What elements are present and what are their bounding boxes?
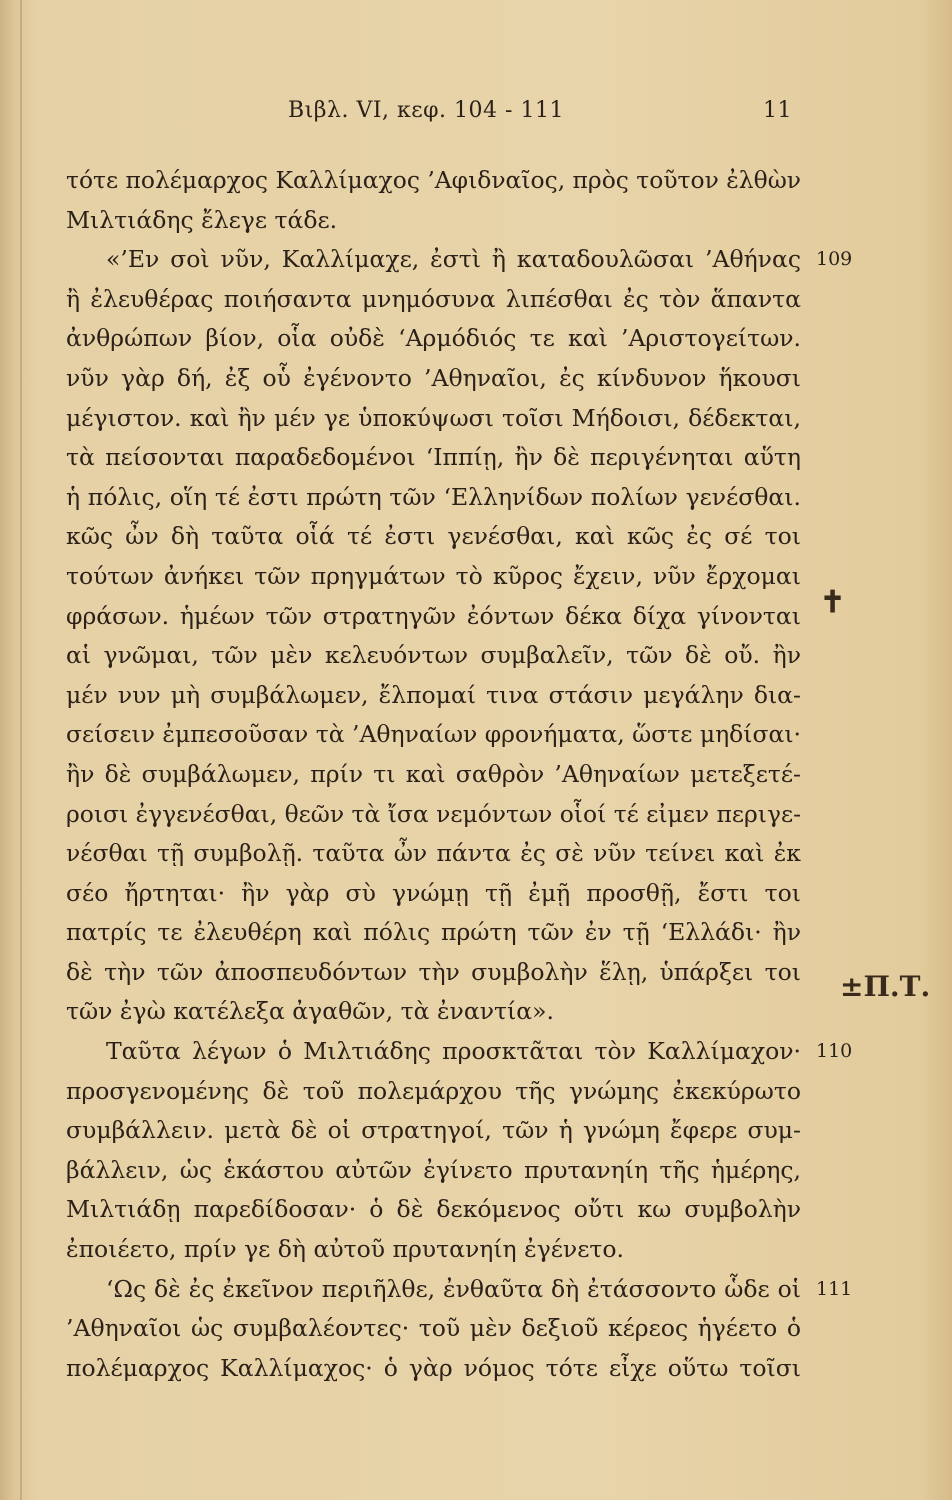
text-line-content: μέγιστον. καὶ ἢν μέν γε ὑποκύψωσι τοῖσι Μήδοισι, δέδεκται, [66, 403, 801, 432]
text-line [66, 636, 816, 676]
text-line-content: ἢν δὲ συμβάλωμεν, πρίν τι καὶ σαθρὸν ’Αθηναίων μετεξετέ- [66, 759, 801, 788]
text-line-content: ἐποιέετο, πρίν γε δὴ αὐτοῦ πρυτανηίη ἐγένετο. [66, 1235, 624, 1264]
text-line-content: αἱ γνῶμαι, τῶν μὲν κελευόντων συμβαλεῖν, τῶν δὲ οὔ. ἢν [66, 641, 801, 670]
text-line-content: τούτων ἀνήκει τῶν πρηγμάτων τὸ κῦρος ἔχειν, νῦν ἔρχομαι [66, 561, 801, 590]
text-line [66, 201, 816, 241]
pencil-cross-annotation: ✝ [820, 585, 846, 620]
text-line-content: δὲ τὴν τῶν ἀποσπευδόντων τὴν συμβολὴν ἕλῃ, ὑπάρξει τοι [66, 957, 801, 986]
text-line [66, 517, 816, 557]
text-line [66, 795, 816, 835]
text-line-content: ἡ πόλις, οἵη τέ ἐστι πρώτη τῶν ‘Ελληνίδων πολίων γενέσθαι. [66, 482, 801, 511]
text-line-content: μέν νυν μὴ συμβάλωμεν, ἔλπομαί τινα στάσιν μεγάλην δια- [66, 680, 801, 709]
text-line-content: προσγενομένης δὲ τοῦ πολεμάρχου τῆς γνώμης ἐκεκύρωτο [66, 1076, 801, 1105]
text-line-content: κῶς ὦν δὴ ταῦτα οἷά τέ ἐστι γενέσθαι, καὶ κῶς ἐς σέ τοι [66, 522, 801, 551]
binding-gutter [20, 0, 22, 1500]
text-line-content: ἢ ἐλευθέρας ποιήσαντα μνημόσυνα λιπέσθαι ἐς τὸν ἅπαντα [66, 284, 801, 313]
text-line-content: Ταῦτα λέγων ὁ Μιλτιάδης προσκτᾶται τὸν Καλλίμαχον· [106, 1037, 801, 1066]
chapter-margin-number: 109 [816, 248, 853, 271]
text-line-content: φράσων. ἡμέων τῶν στρατηγῶν ἐόντων δέκα δίχα γίνονται [66, 601, 801, 630]
text-line-content: ἀνθρώπων βίον, οἷα οὐδὲ ‘Αρμόδιός τε καὶ ’Αριστογείτων. [66, 324, 801, 353]
text-line [66, 359, 816, 399]
text-line-content: Μιλτιάδῃ παρεδίδοσαν· ὁ δὲ δεκόμενος οὔτι κω συμβολὴν [66, 1195, 801, 1224]
text-line-content: βάλλειν, ὡς ἑκάστου αὐτῶν ἐγίνετο πρυτανηίη τῆς ἡμέρης, [66, 1155, 801, 1184]
greek-text-body [66, 161, 853, 1388]
text-line-content: «’Εν σοὶ νῦν, Καλλίμαχε, ἐστὶ ἢ καταδουλῶσαι ’Αθήνας [106, 245, 801, 274]
text-line-content: πατρίς τε ἐλευθέρη καὶ πόλις πρώτη τῶν ἐν τῇ ‘Ελλάδι· ἢν [66, 918, 801, 947]
chapter-margin-number: 111 [816, 1277, 853, 1300]
text-line-content: Μιλτιάδης ἔλεγε τάδε. [66, 205, 338, 234]
text-line [66, 240, 853, 280]
text-line-content: νέσθαι τῇ συμβολῇ. ταῦτα ὦν πάντα ἐς σὲ νῦν τείνει καὶ ἐκ [66, 839, 801, 868]
text-line [66, 319, 816, 359]
text-line [66, 1032, 853, 1072]
text-line-content: πολέμαρχος Καλλίμαχος· ὁ γὰρ νόμος τότε εἶχε οὕτω τοῖσι [66, 1353, 801, 1382]
text-line-content: τὰ πείσονται παραδεδομένοι ‘Ιππίῃ, ἢν δὲ περιγένηται αὕτη [66, 443, 801, 472]
text-line [66, 399, 816, 439]
text-line-content: τότε πολέμαρχος Καλλίμαχος ’Αφιδναῖος, πρὸς τοῦτον ἐλθὼν [66, 166, 801, 194]
text-line [66, 874, 816, 914]
text-line-content: τῶν ἐγὼ κατέλεξα ἀγαθῶν, τὰ ἐναντία». [66, 997, 554, 1026]
text-line [66, 1190, 816, 1230]
text-line-content: σείσειν ἐμπεσοῦσαν τὰ ’Αθηναίων φρονήματα, ὥστε μηδίσαι· [66, 720, 801, 749]
text-line [66, 953, 816, 993]
text-line-content: σέο ἤρτηται· ἢν γὰρ σὺ γνώμῃ τῇ ἐμῇ προσθῇ, ἔστι τοι [66, 878, 801, 907]
text-line [66, 280, 816, 320]
page-header [288, 98, 792, 132]
text-line [66, 676, 816, 716]
text-line-content: συμβάλλειν. μετὰ δὲ οἱ στρατηγοί, τῶν ἡ γνώμη ἔφερε συμ- [66, 1116, 801, 1145]
text-line [66, 557, 816, 597]
text-line [66, 1270, 853, 1310]
text-line [66, 438, 816, 478]
chapter-margin-number: 110 [816, 1040, 853, 1063]
text-line [66, 834, 816, 874]
text-line [66, 161, 816, 201]
text-line [66, 478, 816, 518]
text-line [66, 597, 816, 637]
text-line [66, 1111, 816, 1151]
text-line [66, 1151, 816, 1191]
text-line-content: ‘Ως δὲ ἐς ἐκεῖνον περιῆλθε, ἐνθαῦτα δὴ ἐτάσσοντο ὧδε οἱ [106, 1274, 801, 1303]
page-number: 11 [763, 98, 792, 123]
text-line [66, 992, 816, 1032]
text-line [66, 913, 816, 953]
text-line [66, 715, 816, 755]
pencil-side-annotation: ±Π.Τ. [840, 970, 931, 1003]
text-line-content: ροισι ἐγγενέσθαι, θεῶν τὰ ἴσα νεμόντων οἷοί τέ εἰμεν περιγε- [66, 799, 801, 828]
text-line-content: ’Αθηναῖοι ὡς συμβαλέοντες· τοῦ μὲν δεξιοῦ κέρεος ἡγέετο ὁ [66, 1314, 801, 1343]
text-line-content: νῦν γὰρ δή, ἐξ οὗ ἐγένοντο ’Αθηναῖοι, ἐς κίνδυνον ἥκουσι [66, 363, 801, 392]
text-line [66, 1072, 816, 1112]
running-title: Βιβλ. VI, κεφ. 104 - 111 [288, 98, 564, 123]
text-line [66, 1349, 816, 1389]
text-line [66, 1309, 816, 1349]
text-line [66, 1230, 816, 1270]
text-line [66, 755, 816, 795]
